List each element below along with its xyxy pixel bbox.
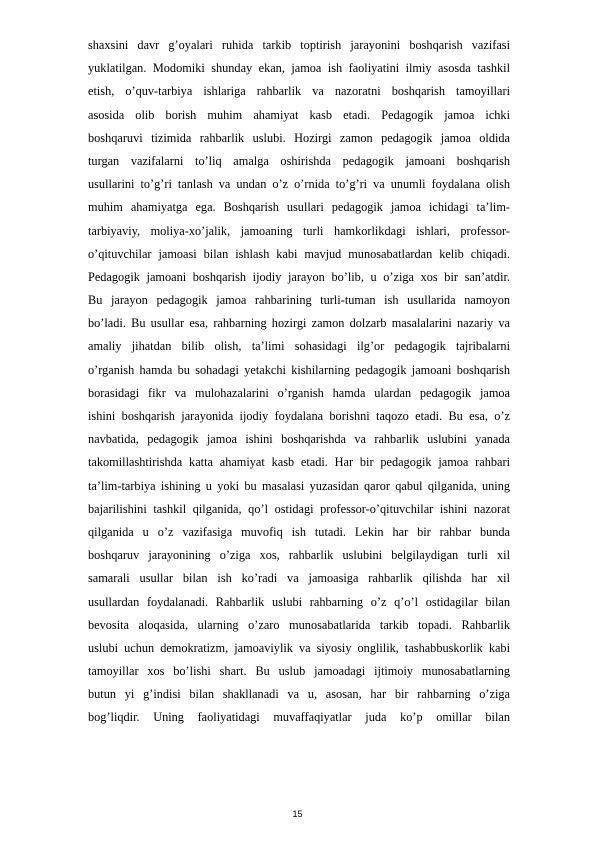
text-line: usullardan foydalanadi. Rahbarlik uslubi rahbarning o’z q’o’l ostidagilar bilan (88, 594, 510, 609)
text-line: borasidagi fikr va mulohazalarini o’rganish hamda ulardan pedagogik jamoa (88, 385, 510, 400)
text-line: boshqaruv jarayonining o’ziga xos, rahbarlik uslubini belgilaydigan turli xil (88, 548, 510, 563)
text-line: bog’liqdir. Uning faoliyatidagi muvaffaqiyatlar juda ko’p omillar bilan (88, 710, 510, 725)
text-line: boshqaruvi tizimida rahbarlik uslubi. Hozirgi zamon pedagogik jamoa oldida (88, 130, 510, 145)
text-line: Bu jarayon pedagogik jamoa rahbarining turli-tuman ish usullarida namoyon (88, 293, 510, 308)
text-line: o’qituvchilar jamoasi bilan ishlash kabi mavjud munosabatlardan kelib chiqadi. (88, 246, 510, 261)
text-line: o’rganish hamda bu sohadagi yetakchi kishilarning pedagogik jamoani boshqarish (88, 362, 510, 377)
text-line: tarbiyaviy, moliya-xo’jalik, jamoaning turli hamkorlikdagi ishlari, professor- (88, 223, 510, 238)
text-line: muhim ahamiyatga ega. Boshqarish usullari pedagogik jamoa ichidagi ta’lim- (88, 200, 510, 215)
text-line: tamoyillar xos bo’lishi shart. Bu uslub jamoadagi ijtimoiy munosabatlarning (88, 664, 510, 679)
text-line: Pedagogik jamoani boshqarish ijodiy jarayon bo’lib, u o’ziga xos bir san’atdir. (88, 269, 510, 284)
text-line: butun yi g’indisi bilan shakllanadi va u, asosan, har bir rahbarning o’ziga (88, 687, 510, 702)
text-line: qilganida u o’z vazifasiga muvofiq ish tutadi. Lekin har bir rahbar bunda (88, 524, 510, 539)
text-line: usullarini to’g’ri tanlash va undan o’z o’rnida to’g’ri va unumli foydalana olish (88, 177, 510, 192)
body-text (88, 34, 510, 730)
text-line: amaliy jihatdan bilib olish, ta’limi sohasidagi ilg’or pedagogik tajribalarni (88, 339, 510, 354)
page-number: 15 (292, 809, 303, 819)
text-line: ishini boshqarish jarayonida ijodiy foydalana borishni taqozo etadi. Bu esa, o’z (88, 409, 510, 423)
text-line: yuklatilgan. Modomiki shunday ekan, jamoa ish faoliyatini ilmiy asosda tashkil (88, 61, 510, 76)
text-line: uslubi uchun demokratizm, jamoaviylik va siyosiy onglilik, tashabbuskorlik kabi (88, 640, 510, 655)
text-line: takomillashtirishda katta ahamiyat kasb etadi. Har bir pedagogik jamoa rahbari (88, 455, 510, 470)
text-line: bajarilishini tashkil qilganida, qo’l ostidagi professor-o’qituvchilar ishini nazorat (88, 501, 510, 516)
text-line: samarali usullar bilan ish ko’radi va jamoasiga rahbarlik qilishda har xil (88, 571, 510, 586)
text-line: ta’lim-tarbiya ishining u yoki bu masalasi yuzasidan qaror qabul qilganida, uning (88, 478, 510, 493)
text-line: etish, o’quv-tarbiya ishlariga rahbarlik va nazoratni boshqarish tamoyillari (88, 84, 510, 99)
text-line: shaxsini davr g’oyalari ruhida tarkib toptirish jarayonini boshqarish vazifasi (88, 38, 510, 52)
text-line: bevosita aloqasida, ularning o’zaro munosabatlarida tarkib topadi. Rahbarlik (88, 617, 510, 632)
text-line: navbatida, pedagogik jamoa ishini boshqarishda va rahbarlik uslubini yanada (88, 432, 510, 447)
text-line: asosida olib borish muhim ahamiyat kasb etadi. Pedagogik jamoa ichki (88, 107, 510, 122)
text-line: turgan vazifalarni to’liq amalga oshirishda pedagogik jamoani boshqarish (88, 153, 510, 168)
text-line: bo’ladi. Bu usullar esa, rahbarning hozirgi zamon dolzarb masalalarini nazariy va (88, 316, 510, 331)
